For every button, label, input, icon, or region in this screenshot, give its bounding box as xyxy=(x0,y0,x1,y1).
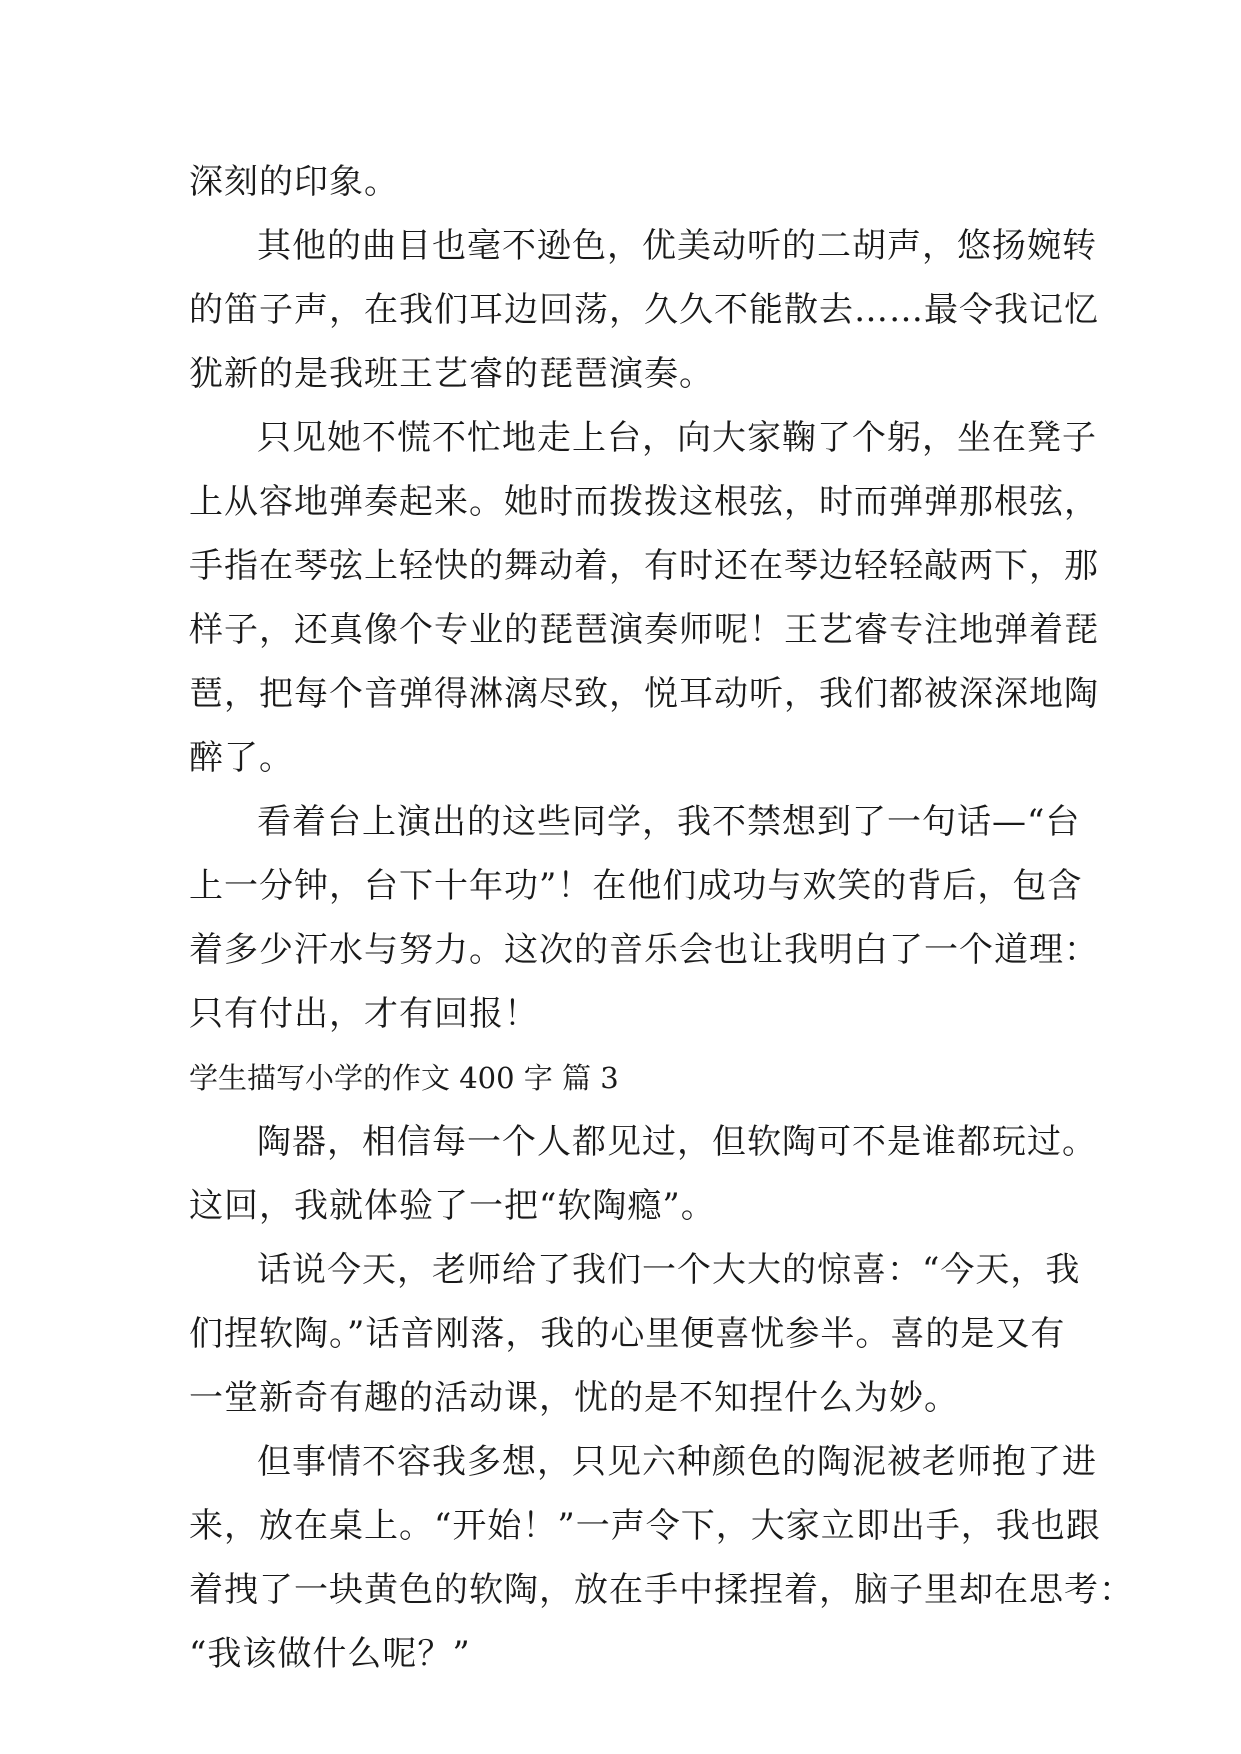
text-line: “我该做什么呢？” xyxy=(189,1634,471,1674)
text-line: 但事情不容我多想，只见六种颜色的陶泥被老师抱了进 xyxy=(257,1442,1097,1482)
text-line: 上从容地弹奏起来。她时而拨拨这根弦，时而弹弹那根弦， xyxy=(189,482,1099,522)
text-line: 手指在琴弦上轻快的舞动着，有时还在琴边轻轻敲两下，那 xyxy=(189,546,1099,586)
text-line: 话说今天，老师给了我们一个大大的惊喜：“今天，我 xyxy=(257,1250,1081,1290)
text-line: 深刻的印象。 xyxy=(189,162,399,202)
text-line: 们捏软陶。”话音刚落，我的心里便喜忧参半。喜的是又有 xyxy=(189,1314,1066,1354)
text-line: 其他的曲目也毫不逊色，优美动听的二胡声，悠扬婉转 xyxy=(257,226,1097,266)
text-line: 只见她不慌不忙地走上台，向大家鞠了个躬，坐在凳子 xyxy=(257,418,1097,458)
text-line: 醉了。 xyxy=(189,738,294,778)
text-line: 来，放在桌上。“开始！”一声令下，大家立即出手，我也跟 xyxy=(189,1506,1101,1546)
text-line: 上一分钟，台下十年功”！在他们成功与欢笑的背后，包含 xyxy=(189,866,1083,906)
text-line: 看着台上演出的这些同学，我不禁想到了一句话—“台 xyxy=(257,802,1081,842)
text-line: 一堂新奇有趣的活动课，忧的是不知捏什么为妙。 xyxy=(189,1378,959,1418)
text-line: 只有付出，才有回报！ xyxy=(189,994,539,1034)
text-line: 样子，还真像个专业的琵琶演奏师呢！王艺睿专注地弹着琵 xyxy=(189,610,1099,650)
text-line: 着拽了一块黄色的软陶，放在手中揉捏着，脑子里却在思考： xyxy=(189,1570,1134,1610)
text-line: 着多少汗水与努力。这次的音乐会也让我明白了一个道理： xyxy=(189,930,1099,970)
text-line: 的笛子声，在我们耳边回荡，久久不能散去……最令我记忆 xyxy=(189,290,1099,330)
text-line: 这回，我就体验了一把“软陶瘾”。 xyxy=(189,1186,716,1226)
text-line: 琶，把每个音弹得淋漓尽致，悦耳动听，我们都被深深地陶 xyxy=(189,674,1099,714)
text-line: 陶器，相信每一个人都见过，但软陶可不是谁都玩过。 xyxy=(257,1122,1097,1162)
essay-text xyxy=(189,150,1134,1686)
text-line: 犹新的是我班王艺睿的琵琶演奏。 xyxy=(189,354,714,394)
section-heading: 学生描写小学的作文 400 字 篇 3 xyxy=(189,1061,619,1095)
